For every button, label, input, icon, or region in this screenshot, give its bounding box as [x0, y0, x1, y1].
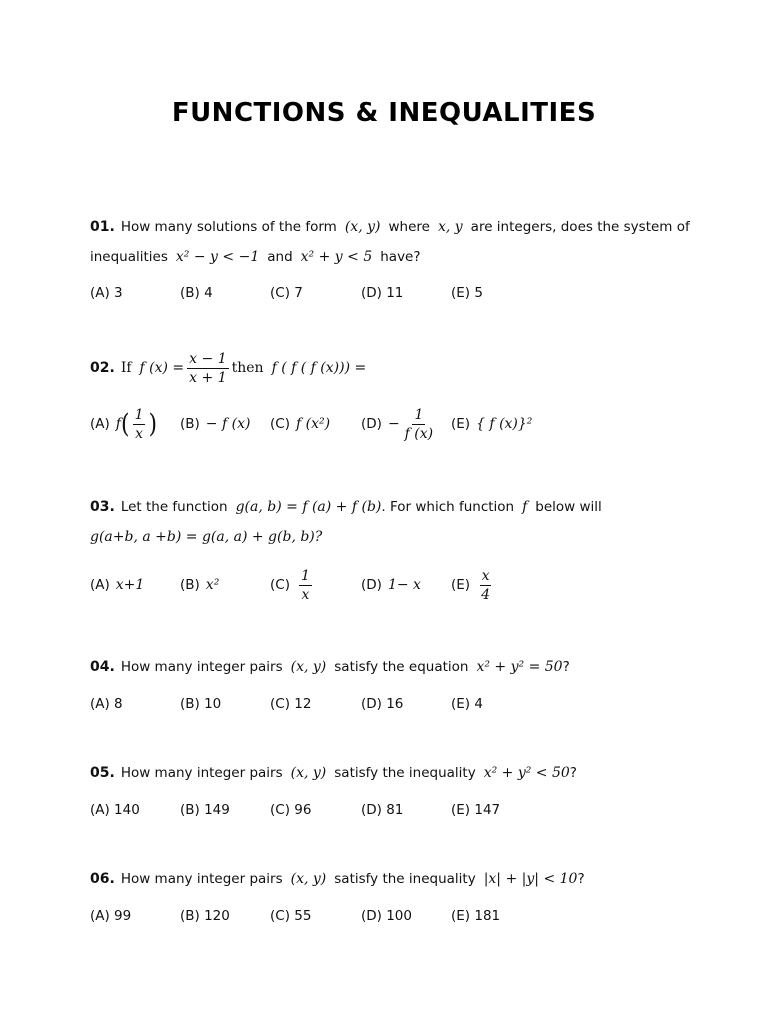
option-c[interactable]: (C) $\frac{1}{x}$	[270, 567, 310, 603]
option-e[interactable]: (E) 5	[451, 285, 483, 301]
answer-options-04	[90, 682, 690, 726]
fraction: $\frac{x - 1}{x + 1}$	[189, 350, 227, 386]
option-c[interactable]: (C) 7	[270, 285, 303, 301]
option-e[interactable]: (E) 4	[451, 696, 483, 712]
question-03-line-2: g(a+b, a +b) = g(a, a) + g(b, b)?	[90, 529, 323, 545]
question-number: 05.	[90, 765, 115, 781]
option-d[interactable]: (D) 81	[361, 802, 404, 818]
question-04-line-1: 04. How many integer pairs (x, y) satisfy the equation x² + y² = 50 ?	[90, 659, 570, 675]
option-a[interactable]: (A) 99	[90, 908, 132, 924]
option-b[interactable]: (B) 4	[180, 285, 213, 301]
answer-options-05	[90, 788, 690, 832]
option-b[interactable]: (B) x²	[180, 577, 220, 593]
option-d[interactable]: (D) 16	[361, 696, 404, 712]
option-a[interactable]: (A) 3	[90, 285, 123, 301]
option-e[interactable]: (E) { f (x)}²	[451, 416, 533, 432]
answer-options-01	[90, 271, 690, 315]
answer-options-02	[90, 402, 690, 446]
option-b[interactable]: (B) 10	[180, 696, 222, 712]
question-number: 06.	[90, 871, 115, 887]
option-a[interactable]: (A) f ( $\frac{1}{x}$ )	[90, 406, 158, 442]
question-05-line-1: 05. How many integer pairs (x, y) satisfy the inequality x² + y² < 50 ?	[90, 765, 577, 781]
question-02-line-1: 02. If f (x) = $\frac{x - 1}{x + 1}$ then f ( f ( f (x))) =	[90, 350, 367, 386]
question-03	[90, 492, 690, 552]
question-02	[90, 346, 690, 390]
option-b[interactable]: (B) 120	[180, 908, 230, 924]
option-d[interactable]: (D) 100	[361, 908, 412, 924]
option-b[interactable]: (B) − f (x)	[180, 416, 251, 432]
answer-options-03	[90, 563, 690, 607]
option-e[interactable]: (E) $\frac{x}{4}$	[451, 567, 490, 603]
question-01	[90, 212, 690, 272]
question-05	[90, 758, 690, 788]
option-d[interactable]: (D) − $\frac{1}{f (x)}$	[361, 406, 434, 442]
option-a[interactable]: (A) 8	[90, 696, 123, 712]
question-04	[90, 652, 690, 682]
question-number: 02.	[90, 360, 115, 376]
option-e[interactable]: (E) 147	[451, 802, 501, 818]
question-01-line-1: 01. How many solutions of the form (x, y) where x, y are integers, does the system of	[90, 219, 690, 235]
option-c[interactable]: (C) 96	[270, 802, 312, 818]
page-title: FUNCTIONS & INEQUALITIES	[171, 98, 597, 128]
question-number: 01.	[90, 219, 115, 235]
option-a[interactable]: (A) x+1	[90, 577, 145, 593]
option-e[interactable]: (E) 181	[451, 908, 501, 924]
question-03-line-1: 03. Let the function g(a, b) = f (a) + f (b) . For which function f below will	[90, 499, 602, 515]
question-number: 03.	[90, 499, 115, 515]
question-06	[90, 864, 690, 894]
option-c[interactable]: (C) 55	[270, 908, 312, 924]
option-c[interactable]: (C) f (x²)	[270, 416, 331, 432]
option-a[interactable]: (A) 140	[90, 802, 140, 818]
option-d[interactable]: (D) 11	[361, 285, 404, 301]
option-d[interactable]: (D) 1− x	[361, 577, 421, 593]
question-number: 04.	[90, 659, 115, 675]
option-c[interactable]: (C) 12	[270, 696, 312, 712]
option-b[interactable]: (B) 149	[180, 802, 230, 818]
answer-options-06	[90, 894, 690, 938]
question-01-line-2: inequalities x² − y < −1 and x² + y < 5 have?	[90, 249, 421, 265]
question-06-line-1: 06. How many integer pairs (x, y) satisfy the inequality |x| + |y| < 10 ?	[90, 871, 585, 887]
